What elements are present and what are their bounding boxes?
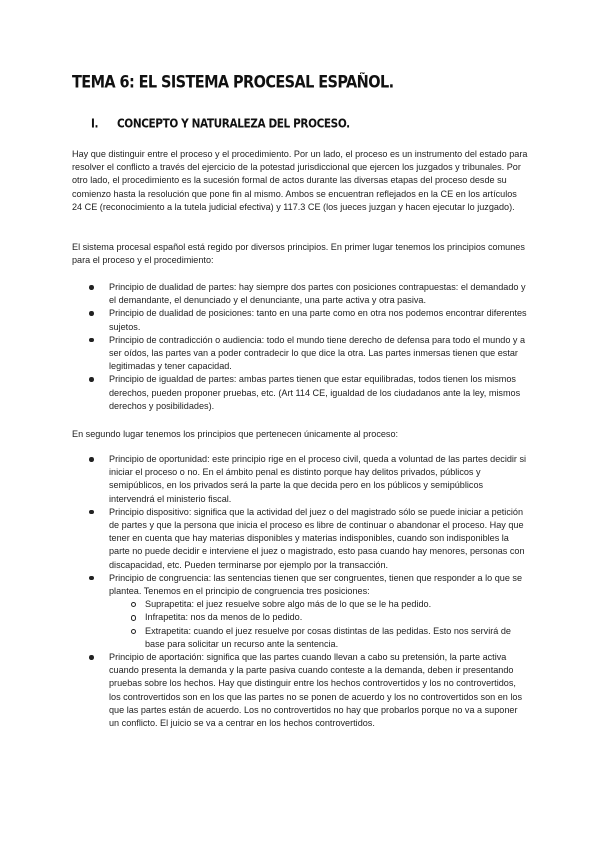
list-item: Principio de dualidad de posiciones: tanto en una parte como en otra nos podemos encontrar diferentes sujetos. bbox=[72, 307, 528, 333]
sub-list-item: Extrapetita: cuando el juez resuelve por cosas distintas de las pedidas. Esto nos servirá de base para solicitar un recurso ante la sentencia. bbox=[127, 625, 528, 651]
list-item: Principio de aportación: significa que las partes cuando llevan a cabo su pretensión, la parte activa cuando presenta la demanda y la parte pasiva cuando conteste a la demanda, deben ir presentando pruebas sobre los hechos. Hay que distinguir entre los hechos controvertidos y los no controvertidos, los controvertidos son en los que las partes no se ponen de acuerdo y los no controvertidos son en los que las partes están de acuerdo. Los no controvertidos no hay que probarlos porque no va a suponer un conflicto. El juicio se va a centrar en los hechos controvertidos. bbox=[72, 651, 528, 730]
list-item: Principio de contradicción o audiencia: todo el mundo tiene derecho de defensa para todo el mundo y a ser oídos, las partes van a poder contradecir lo que dice la otra. Las partes inmersas tienen que estar legitimadas y tener capacidad. bbox=[72, 334, 528, 374]
section-number: I. bbox=[91, 117, 99, 131]
list-item: Principio de igualdad de partes: ambas partes tienen que estar equilibradas, todos tienen los mismos derechos, pueden proponer pruebas, etc. (Art 114 CE, igualdad de los ciudadanos ante la ley, mismos derechos y posibilidades). bbox=[72, 373, 528, 413]
document-title: TEMA 6: EL SISTEMA PROCESAL ESPAÑOL. bbox=[72, 73, 394, 93]
congruence-positions-list bbox=[109, 598, 528, 651]
process-principles-intro: En segundo lugar tenemos los principios que pertenecen únicamente al proceso: bbox=[72, 429, 399, 439]
sub-list-item: Infrapetita: nos da menos de lo pedido. bbox=[127, 611, 528, 624]
list-item: Principio de oportunidad: este principio rige en el proceso civil, queda a voluntad de las partes decidir si iniciar el proceso o no. En el ámbito penal es distinto porque hay delitos privados, públicos y semipúblicos, en los privados será la parte la que decida pero en los públicos y semipúblicos intervendrá el ministerio fiscal. bbox=[72, 453, 528, 506]
list-item-text: Principio de congruencia: las sentencias tienen que ser congruentes, tienen que responder a lo que se plantea. Tenemos en el principio de congruencia tres posiciones: bbox=[109, 572, 523, 597]
intro-paragraph: Hay que distinguir entre el proceso y el procedimiento. Por un lado, el proceso es un instrumento del estado para resolver el conflicto a través del ejercicio de la potestad jurisdiccional que ejercen los juzgados y tribunales. Por otro lado, el procedimiento es la sucesión formal de actos durante las diversas etapas del proceso desde su comienzo hasta la resolución que pone fin al mismo. Ambos se encuentran reflejados en la CE en los artículos 24 CE (reconocimiento a la tutela judicial efectiva) y 117.3 CE (los jueces juzgan y hacen ejecutar lo juzgado). bbox=[72, 149, 528, 212]
process-principles-list bbox=[72, 453, 528, 730]
section-title: CONCEPTO Y NATURALEZA DEL PROCESO. bbox=[117, 117, 350, 131]
section-heading bbox=[91, 117, 350, 132]
list-item: Principio dispositivo: significa que la actividad del juez o del magistrado sólo se puede iniciar a petición de partes y que la persona que inicia el proceso es libre de continuar o abandonar el proceso. Hay que tener en cuenta que hay materias disponibles y materias indisponibles, cuando son indisponibles la parte no puede decidir e interviene el juez o magistrado, esto pasa cuando hay menores, personas con discapacidad, etc. Pueden terminarse por ejemplo por la transacción. bbox=[72, 506, 528, 572]
principles-intro-paragraph: El sistema procesal español está regido por diversos principios. En primer lugar tenemos los principios comunes para el proceso y el procedimiento: bbox=[72, 242, 525, 266]
list-item bbox=[72, 572, 528, 651]
sub-list-item: Suprapetita: el juez resuelve sobre algo más de lo que se le ha pedido. bbox=[127, 598, 528, 611]
common-principles-list bbox=[72, 281, 528, 413]
list-item: Principio de dualidad de partes: hay siempre dos partes con posiciones contrapuestas: el demandado y el demandante, el denunciado y el denunciante, una parte activa y otra pasiva. bbox=[72, 281, 528, 307]
